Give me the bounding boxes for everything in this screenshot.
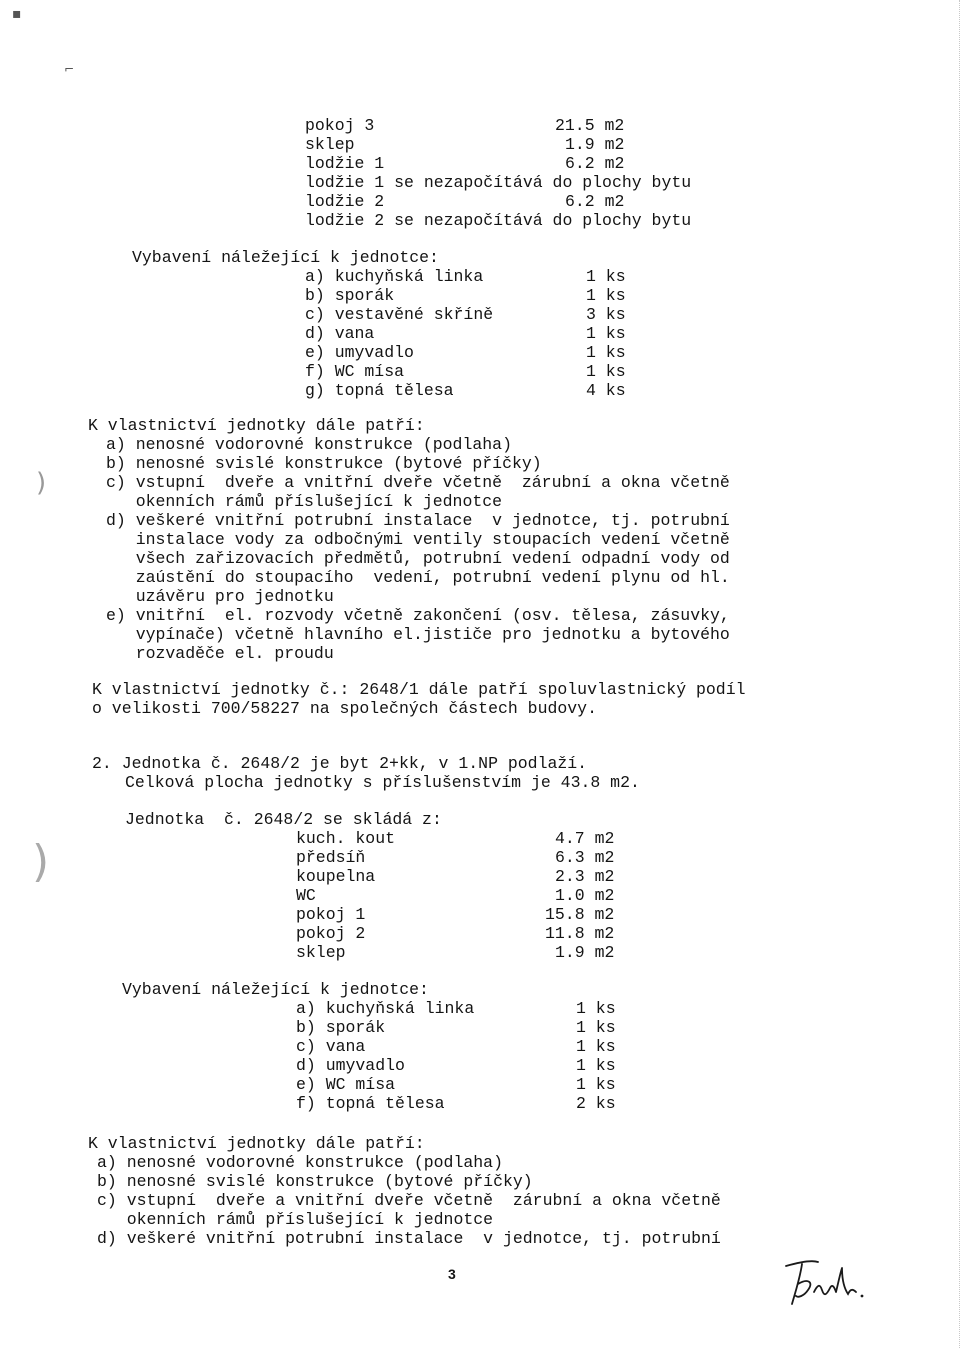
ownership-line: instalace vody za odbočnými ventily stoupacích vedení včetně	[106, 530, 730, 549]
equipment-item: e) umyvadlo	[305, 343, 414, 362]
room-name: pokoj 1	[296, 905, 366, 924]
equipment-qty: 1 ks	[586, 324, 626, 343]
unit-composition: Jednotka č. 2648/2 se skládá z:	[125, 810, 442, 829]
share-line: K vlastnictví jednotky č.: 2648/1 dále patří spoluvlastnický podíl	[92, 680, 746, 699]
room-name: pokoj 3	[305, 116, 375, 135]
room-area: 1.0 m2	[555, 886, 615, 905]
equipment-item: a) kuchyňská linka	[305, 267, 484, 286]
ownership-line: d) veškeré vnitřní potrubní instalace v jednotce, tj. potrubní	[97, 1229, 721, 1248]
ownership-heading: K vlastnictví jednotky dále patří:	[88, 416, 425, 435]
room-area: 15.8 m2	[545, 905, 615, 924]
room-area: 4.7 m2	[555, 829, 615, 848]
share-line: o velikosti 700/58227 na společných částech budovy.	[92, 699, 597, 718]
equipment-item: d) vana	[305, 324, 375, 343]
room-area: 1.9 m2	[565, 135, 625, 154]
page-number: 3	[448, 1266, 456, 1282]
loggia-note: lodžie 2 se nezapočítává do plochy bytu	[305, 211, 692, 230]
equipment-item: e) WC mísa	[296, 1075, 396, 1094]
room-name: koupelna	[296, 867, 376, 886]
binding-mark: )	[32, 836, 50, 887]
equipment-heading: Vybavení náležející k jednotce:	[122, 980, 429, 999]
ownership-line: okenních rámů příslušející k jednotce	[97, 1210, 494, 1229]
equipment-item: a) kuchyňská linka	[296, 999, 475, 1018]
room-name: lodžie 1	[305, 154, 385, 173]
room-area: 6.3 m2	[555, 848, 615, 867]
scan-speck: ▪	[12, 6, 22, 22]
equipment-item: g) topná tělesa	[305, 381, 454, 400]
ownership-line: b) nenosné svislé konstrukce (bytové příčky)	[106, 454, 542, 473]
ownership-line: e) vnitřní el. rozvody včetně zakončení (osv. tělesa, zásuvky,	[106, 606, 730, 625]
room-name: kuch. kout	[296, 829, 396, 848]
equipment-qty: 1 ks	[576, 1056, 616, 1075]
room-name: WC	[296, 886, 316, 905]
equipment-item: c) vestavěné skříně	[305, 305, 494, 324]
equipment-item: b) sporák	[296, 1018, 386, 1037]
ownership-line: okenních rámů příslušející k jednotce	[106, 492, 503, 511]
ownership-line: a) nenosné vodorovné konstrukce (podlaha)	[97, 1153, 503, 1172]
equipment-qty: 2 ks	[576, 1094, 616, 1113]
ownership-line: c) vstupní dveře a vnitřní dveře včetně zárubní a okna včetně	[106, 473, 730, 492]
room-area: 1.9 m2	[555, 943, 615, 962]
equipment-qty: 1 ks	[576, 1037, 616, 1056]
room-area: 6.2 m2	[565, 154, 625, 173]
equipment-qty: 3 ks	[586, 305, 626, 324]
ownership-line: d) veškeré vnitřní potrubní instalace v jednotce, tj. potrubní	[106, 511, 730, 530]
room-name: sklep	[296, 943, 346, 962]
ownership-line: c) vstupní dveře a vnitřní dveře včetně zárubní a okna včetně	[97, 1191, 721, 1210]
equipment-heading: Vybavení náležející k jednotce:	[132, 248, 439, 267]
equipment-item: f) topná tělesa	[296, 1094, 445, 1113]
equipment-qty: 4 ks	[586, 381, 626, 400]
unit-total-area: Celková plocha jednotky s příslušenstvím je 43.8 m2.	[125, 773, 640, 792]
room-name: lodžie 2	[305, 192, 385, 211]
binding-mark: )	[36, 468, 47, 498]
equipment-item: f) WC mísa	[305, 362, 405, 381]
equipment-qty: 1 ks	[576, 1075, 616, 1094]
room-area: 21.5 m2	[555, 116, 625, 135]
equipment-qty: 1 ks	[576, 999, 616, 1018]
signature-scribble	[778, 1244, 878, 1314]
ownership-heading: K vlastnictví jednotky dále patří:	[88, 1134, 425, 1153]
ownership-line: rozvaděče el. proudu	[106, 644, 334, 663]
equipment-qty: 1 ks	[576, 1018, 616, 1037]
equipment-qty: 1 ks	[586, 362, 626, 381]
room-area: 11.8 m2	[545, 924, 615, 943]
loggia-note: lodžie 1 se nezapočítává do plochy bytu	[305, 173, 692, 192]
room-name: předsíň	[296, 848, 366, 867]
equipment-qty: 1 ks	[586, 267, 626, 286]
room-name: sklep	[305, 135, 355, 154]
equipment-item: c) vana	[296, 1037, 366, 1056]
room-area: 6.2 m2	[565, 192, 625, 211]
ownership-line: uzávěru pro jednotku	[106, 587, 334, 606]
ownership-line: všech zařizovacích předmětů, potrubní vedení odpadní vody od	[106, 549, 730, 568]
unit-heading: 2. Jednotka č. 2648/2 je byt 2+kk, v 1.NP podlaží.	[92, 754, 588, 773]
equipment-item: b) sporák	[305, 286, 395, 305]
scan-speck: ⌐	[64, 62, 75, 76]
equipment-qty: 1 ks	[586, 286, 626, 305]
ownership-line: a) nenosné vodorovné konstrukce (podlaha)	[106, 435, 512, 454]
equipment-item: d) umyvadlo	[296, 1056, 405, 1075]
ownership-line: vypínače) včetně hlavního el.jističe pro jednotku a bytového	[106, 625, 730, 644]
room-area: 2.3 m2	[555, 867, 615, 886]
room-name: pokoj 2	[296, 924, 366, 943]
ownership-line: b) nenosné svislé konstrukce (bytové příčky)	[97, 1172, 533, 1191]
equipment-qty: 1 ks	[586, 343, 626, 362]
ownership-line: zaústění do stoupacího vedení, potrubní vedení plynu od hl.	[106, 568, 730, 587]
signature	[778, 1244, 878, 1319]
